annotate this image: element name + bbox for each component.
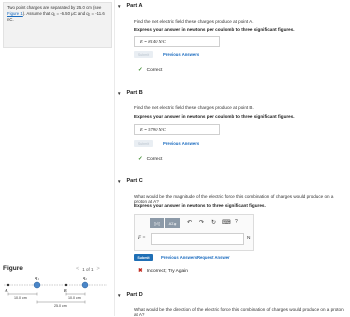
request-answer-link[interactable]: Request Answer xyxy=(197,255,230,260)
part-d-header[interactable] xyxy=(117,292,143,298)
charge-q2 xyxy=(82,282,88,288)
caret-down-icon: ▼ xyxy=(117,178,122,184)
A-label: A xyxy=(5,288,8,293)
caret-down-icon: ▼ xyxy=(117,90,122,96)
part-c-header[interactable] xyxy=(117,178,143,184)
part-a-header[interactable] xyxy=(117,3,142,9)
part-d-label: Part D xyxy=(126,292,143,298)
pager-text: 1 of 1 xyxy=(82,266,94,272)
part-c-status xyxy=(138,268,188,274)
part-c-label: Part C xyxy=(126,178,143,184)
part-a-instruction: Express your answer in newtons per coulomb to three significant figures. xyxy=(134,27,295,32)
q2-label: q₂ xyxy=(83,275,87,280)
caret-down-icon: ▼ xyxy=(117,3,122,9)
reset-icon[interactable]: ↻ xyxy=(211,220,217,226)
undo-icon[interactable]: ↶ xyxy=(187,220,193,226)
caret-down-icon: ▼ xyxy=(117,292,122,298)
problem-text: Two point charges are separated by 25.0 cm (see xyxy=(7,5,102,10)
point-B xyxy=(65,284,67,286)
figure-label: Figure xyxy=(3,265,23,272)
dist-label-1: 10.0 cm xyxy=(14,296,27,300)
dist-label-2: 10.0 cm xyxy=(68,296,81,300)
part-a-status xyxy=(138,67,162,73)
help-icon[interactable]: ? xyxy=(235,219,238,225)
dist-label-3: 25.0 cm xyxy=(54,304,67,308)
part-b-header[interactable] xyxy=(117,90,143,96)
part-c-status-text: Incorrect; Try Again xyxy=(146,268,188,274)
part-c-previous-answers-link[interactable]: Previous Answers xyxy=(161,255,198,260)
next-figure-icon[interactable]: > xyxy=(96,266,100,272)
part-c-instruction: Express your answer in newtons to three significant figures. xyxy=(134,203,266,208)
greek-symbols-button[interactable]: AΣφ xyxy=(165,218,180,228)
part-b-label: Part B xyxy=(126,90,143,96)
part-c-submit-button[interactable]: Submit xyxy=(134,254,153,261)
B-label: B xyxy=(64,288,67,293)
part-b-status-text: Correct xyxy=(146,156,163,162)
unit-label: N xyxy=(247,236,251,241)
keyboard-icon[interactable]: ⌨ xyxy=(222,220,231,226)
point-A xyxy=(7,284,9,286)
part-b-instruction: Express your answer in newtons per coulomb to three significant figures. xyxy=(134,114,295,119)
part-b-question: Find the net electric field these charges produce at point B. xyxy=(134,105,254,110)
x-icon: ✖ xyxy=(138,268,143,274)
part-a-label: Part A xyxy=(126,3,143,9)
checkmark-icon: ✓ xyxy=(138,67,143,73)
part-b-previous-answers-link[interactable]: Previous Answers xyxy=(163,141,200,146)
column-divider xyxy=(114,0,115,316)
redo-icon[interactable]: ↷ xyxy=(199,220,205,226)
checkmark-icon: ✓ xyxy=(138,156,143,162)
part-a-previous-answers-link[interactable]: Previous Answers xyxy=(163,52,200,57)
force-variable-label: F = xyxy=(138,236,146,241)
part-a-question: Find the net electric field these charges produce at point A. xyxy=(134,19,254,24)
charge-q1 xyxy=(34,282,40,288)
part-d-question: What would be the direction of the electric force this combination of charges would produce on a proton at A? xyxy=(134,307,344,317)
problem-statement xyxy=(3,2,112,48)
q1-label: q₁ xyxy=(35,275,39,280)
part-a-answer: E = 8140 N/C xyxy=(134,36,220,47)
part-b-status xyxy=(138,156,162,162)
prev-figure-icon[interactable]: < xyxy=(76,266,80,272)
part-a-status-text: Correct xyxy=(146,67,163,73)
problem-text-2: ). Assume that q₁ = -6.50 μC and q₂ = -11.6 nC. xyxy=(7,11,105,22)
figure-link[interactable]: Figure 1 xyxy=(7,11,23,16)
templates-button[interactable]: ▯√▯ xyxy=(150,218,164,228)
charge-diagram xyxy=(2,272,112,312)
part-b-submit-button: Submit xyxy=(134,140,153,147)
part-a-submit-button: Submit xyxy=(134,51,153,58)
force-answer-input[interactable] xyxy=(151,233,244,245)
part-b-answer: E = 5790 N/C xyxy=(134,124,220,135)
part-c-question: What would be the magnitude of the electric force this combination of charges would produce on a proton at A? xyxy=(134,194,334,204)
